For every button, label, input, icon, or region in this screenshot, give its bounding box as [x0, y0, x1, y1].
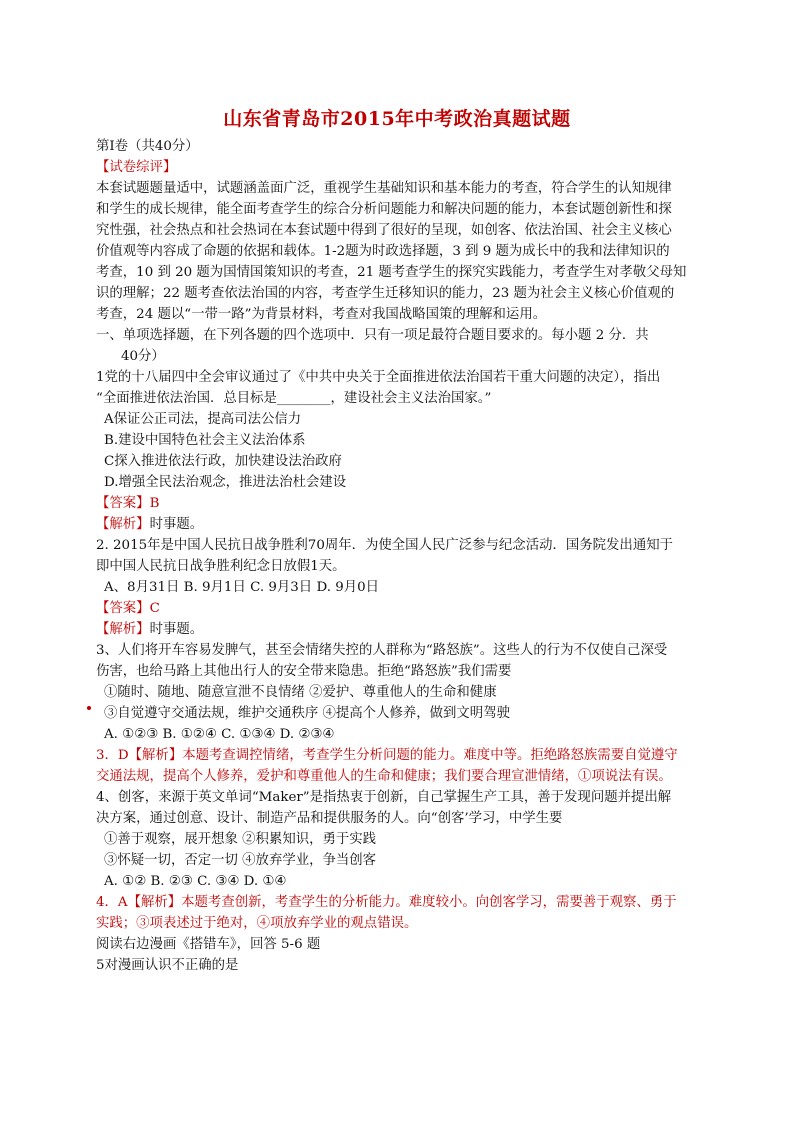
part1-heading: 一、单项选择题，在下列各题的四个选项中．只有一项足最符合题目要求的。每小题 2 分．共 [96, 328, 649, 343]
question-text: “全面推进依法治国．总目标是________，建设社会主义法治国家。” [96, 391, 492, 406]
part1-heading-cont: 40分） [121, 349, 165, 364]
option-d: D.增强全民法治观念，推进法治杜会建设 [104, 475, 347, 490]
question-text: 4、创客，来源于英文单词“Maker”是指热衷于创新，自己掌握生产工具，善于发现问题并提出解 [96, 790, 672, 805]
question-text: 决方案，通过创意、设计、制造产品和提供服务的人。向“创客’学习，中学生要 [96, 811, 563, 826]
question-2 [96, 535, 708, 640]
section-header: 第I卷（共40分） [96, 139, 199, 154]
margin-dot [87, 706, 91, 710]
question-text: 3、人们将开车容易发脾气，甚至会情绪失控的人群称为“路怒族”。这些人的行为不仅使自己深受 [96, 643, 668, 658]
answer-label: 【答案】 [96, 601, 150, 616]
option-c: C探入推进依法行政，加快建设法治政府 [104, 454, 342, 469]
question-text: 即中国人民抗日战争胜利纪念日放假1天。 [96, 559, 346, 574]
analysis-text: 实践；③项表述过于绝对，④项放弃学业的观点错误。 [96, 916, 418, 931]
question-4 [96, 787, 708, 934]
analysis-text: 时事题。 [149, 622, 204, 637]
question-5: 5对漫画认识不正确的是 [96, 958, 239, 973]
analysis-text: 4．A【解析】本题考查创新，考查学生的分析能力。难度较小。向创客学习，需要善于观察、勇于 [96, 895, 677, 910]
answer-line [96, 493, 708, 514]
review-line: 识的理解；22 题考查依法治国的内容，考查学生迁移知识的能力，23 题为社会主义核心价值观的 [96, 286, 675, 301]
question-3 [96, 640, 708, 787]
review-line: 考查，24 题以“一带一路”为背景材料，考查对我国战略国策的理解和运用。 [96, 307, 547, 322]
options-row: ③自觉遵守交通法规，维护交通秩序 ④提高个人修养，做到文明驾驶 [104, 706, 510, 721]
review-label: 【试卷综评】 [96, 160, 177, 175]
document-title: 山东省青岛市2015年中考政治真题试题 [223, 108, 571, 130]
answer-line [96, 598, 708, 619]
options-row: ①善于观察，展开想象 ②积累知识，勇于实践 [104, 832, 377, 847]
choices-row: A. ①②③ B. ①②④ C. ①③④ D. ②③④ [104, 727, 335, 742]
review-line: 究性强，社会热点和社会热词在本套试题中得到了很好的呈现，如创客、依法治国、社会主义核心 [96, 223, 672, 238]
document-body [96, 136, 708, 976]
analysis-line [96, 619, 708, 640]
question-1 [96, 367, 708, 535]
reading-prompt: 阅读右边漫画《搭错车》，回答 5-6 题 [96, 937, 321, 952]
question-text: 1党的十八届四中全会审议通过了《中共中央关于全面推进依法治国若干重大问题的决定），指出 [96, 370, 661, 385]
review-line: 和学生的成长规律，能全面考查学生的综合分析问题能力和解决问题的能力，本套试题创新性和探 [96, 202, 672, 217]
analysis-text: 时事题。 [149, 517, 204, 532]
answer-label: 【答案】 [96, 496, 150, 511]
option-a: A保证公正司法，提高司法公信力 [104, 412, 302, 427]
review-line: 本套试题题量适中，试题涵盖面广泛，重视学生基础知识和基本能力的考查，符合学生的认知规律 [96, 181, 672, 196]
analysis-text: 交通法规，提高个人修养，爱护和尊重他人的生命和健康；我们要合理宣泄情绪，①项说法有误。 [96, 769, 672, 784]
answer-value: C [149, 601, 160, 616]
review-line: 价值观等内容成了命题的依据和载体。1-2题为时政选择题，3 到 9 题为成长中的我和法律知识的 [96, 244, 670, 259]
option-b: B.建设中国特色社会主义法治体系 [104, 433, 306, 448]
answer-value: B [149, 496, 160, 511]
options-row: A、8月31日 B. 9月1日 C. 9月3日 D. 9月0日 [104, 580, 380, 595]
review-paragraph [96, 178, 708, 325]
options-row: ①随时、随地、随意宣泄不良情绪 ②爱护、尊重他人的生命和健康 [104, 685, 497, 700]
question-text: 2. 2015年是中国人民抗日战争胜利70周年．为使全国人民广泛参与纪念活动．国务院发出通知于 [96, 538, 673, 553]
analysis-line [96, 514, 708, 535]
review-line: 考查，10 到 20 题为国情国策知识的考查，21 题考查学生的探究实践能力，考查学生对孝敬父母知 [96, 265, 687, 280]
options-row: ③怀疑一切，否定一切 ④放弃学业，争当创客 [104, 853, 377, 868]
analysis-label: 【解析】 [96, 622, 150, 637]
choices-row: A. ①② B. ②③ C. ③④ D. ①④ [104, 874, 287, 889]
question-text: 伤害，也给马路上其他出行人的安全带来隐患。拒绝“路怒族”我们需要 [96, 664, 512, 679]
analysis-text: 3．D【解析】本题考查调控情绪，考查学生分析问题的能力。难度中等。拒绝路怒族需要自觉遵守 [96, 748, 678, 763]
analysis-label: 【解析】 [96, 517, 150, 532]
